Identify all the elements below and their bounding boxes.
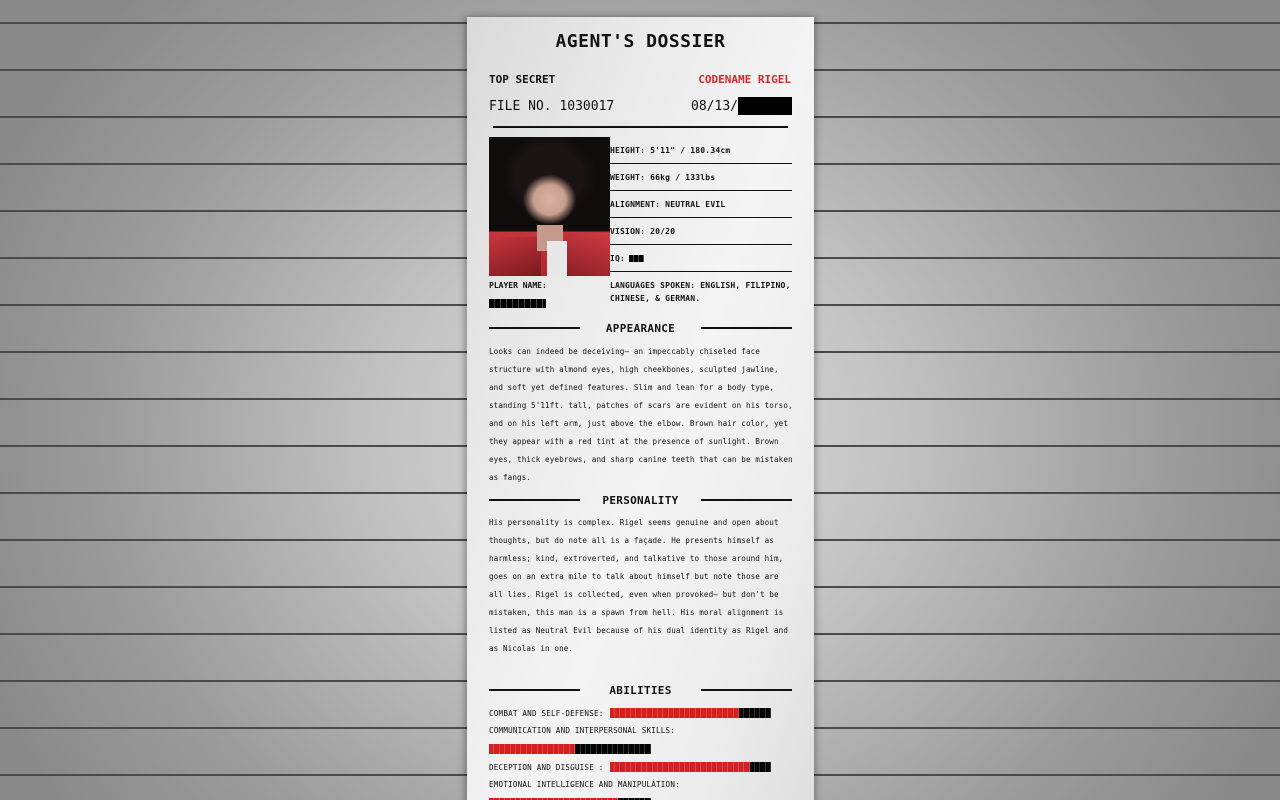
- photo-shirt: [547, 241, 567, 276]
- ability-emotional: [489, 780, 680, 789]
- date-prefix: 08/13/: [691, 98, 738, 114]
- stats-list: [610, 137, 792, 305]
- classification-row: [489, 73, 791, 86]
- bar-segment: [766, 708, 771, 718]
- divider-line: [701, 327, 792, 329]
- codename-label: CODENAME RIGEL: [698, 73, 791, 86]
- photo-jacket-left: [489, 237, 541, 276]
- redacted-iq: [629, 255, 644, 262]
- photo-jacket-right: [565, 233, 610, 276]
- appearance-text: Looks can indeed be deceiving— an impeccably chiseled face structure with almond eyes, high cheekbones, sculpted jawline, and soft yet defined features. Slim and lean for a body type, standing 5'11ft. tall, patches of scars are evident on his torso, and on his left arm, just above the elbow. Brown hair color, yet they appear with a red tint at the presence of sunlight. Brown eyes, thick eyebrows, and sharp canine teeth that can be mistaken as fangs.: [489, 347, 793, 482]
- ability-label: COMMUNICATION AND INTERPERSONAL SKILLS:: [489, 726, 676, 735]
- personality-title: PERSONALITY: [602, 493, 679, 507]
- ability-communication: [489, 726, 675, 735]
- appearance-header: [489, 320, 792, 336]
- stat-languages: LANGUAGES SPOKEN: ENGLISH, FILIPINO, CHINESE, & GERMAN.: [610, 281, 791, 303]
- player-name-label: PLAYER NAME:: [489, 281, 547, 290]
- date: [691, 97, 792, 115]
- classification-label: TOP SECRET: [489, 73, 556, 86]
- bar-segment: [766, 762, 771, 772]
- ability-label: EMOTIONAL INTELLIGENCE AND MANIPULATION:: [489, 780, 680, 789]
- abilities-title: ABILITIES: [609, 683, 672, 697]
- agent-photo: [489, 137, 610, 276]
- divider-line: [701, 499, 792, 501]
- divider-line: [489, 327, 580, 329]
- abilities-header: [489, 682, 792, 698]
- personality-header: [489, 492, 792, 508]
- page-title: AGENT'S DOSSIER: [555, 31, 726, 52]
- dossier-page: [467, 17, 814, 800]
- header-divider: [493, 126, 788, 128]
- redacted-year: [738, 97, 792, 115]
- bar-segment: [645, 744, 650, 754]
- appearance-title: APPEARANCE: [605, 321, 676, 335]
- ability-label: COMBAT AND SELF-DEFENSE:: [489, 708, 604, 718]
- ability-combat: [489, 708, 771, 718]
- stat-weight: WEIGHT: 66kg / 133lbs: [610, 164, 792, 191]
- ability-bar: [610, 762, 772, 772]
- file-number: FILE NO. 1030017: [489, 98, 615, 114]
- ability-deception: [489, 762, 771, 772]
- divider-line: [489, 689, 580, 691]
- iq-label: IQ:: [610, 253, 626, 263]
- stat-iq: [610, 245, 792, 272]
- ability-bar: [610, 708, 772, 718]
- divider-line: [489, 499, 580, 501]
- stat-alignment: ALIGNMENT: NEUTRAL EVIL: [610, 191, 792, 218]
- ability-bar: [489, 744, 651, 754]
- stat-height: HEIGHT: 5'11" / 180.34cm: [610, 137, 792, 164]
- stat-vision: VISION: 20/20: [610, 218, 792, 245]
- personality-text: His personality is complex. Rigel seems genuine and open about thoughts, but do note all is a façade. He presents himself as harmless; kind, extroverted, and talkative to those around him, goes on an extra mile to talk about himself but note those are all lies. Rigel is collected, even when provoked— but don't be mistaken, this man is a spawn from hell. His moral alignment is listed as Neutral Evil because of his dual identity as Rigel and as Nicolas in one.: [489, 518, 788, 653]
- divider-line: [701, 689, 792, 691]
- ability-label: DECEPTION AND DISGUISE :: [489, 762, 604, 772]
- file-row: [489, 97, 792, 115]
- redacted-player-name: [489, 299, 546, 308]
